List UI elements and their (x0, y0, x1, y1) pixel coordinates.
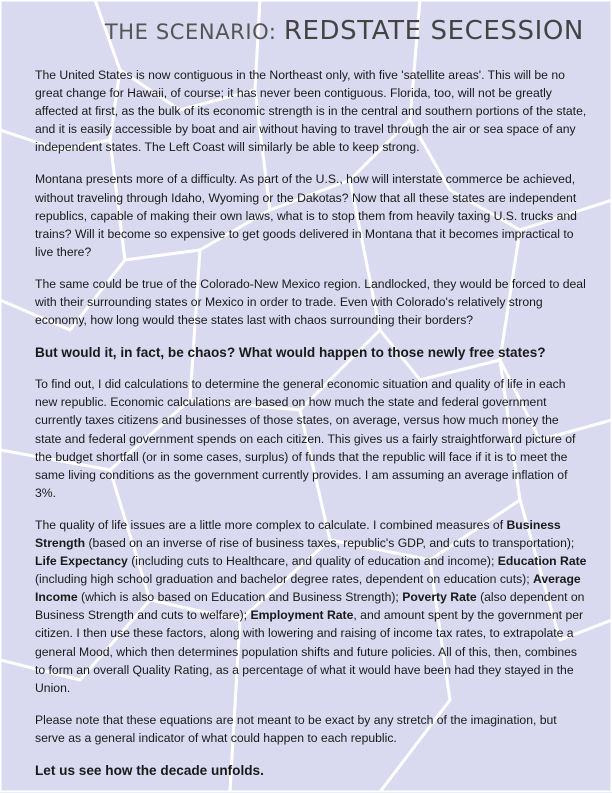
paragraph-3: The same could be true of the Colorado-New Mexico region. Landlocked, they would be forced to deal with their surrounding states or Mexico in order to trade. Even with Colorado's relatively strong economy, how long would these states last with chaos surrounding their borders? (35, 276, 586, 328)
p5-text-3: (including cuts to Healthcare, and quality of education and income); (127, 554, 498, 569)
term-business-strength: Business Strength (35, 517, 561, 550)
p5-text-5: (which is also based on Education and Business Strength); (77, 590, 403, 605)
article-body (35, 66, 587, 793)
title-prefix: THE SCENARIO: (104, 20, 284, 44)
paragraph-4: To find out, I did calculations to determine the general economic situation and quality of life in each new republic. Economic calculations are based on how much the state and federal government currently taxes citizens and businesses of those states, on average, versus how much money the state and federal government spends on each citizen. This gives us a fairly straightforward picture of the budget shortfall (or in some cases, surplus) of funds that the republic will face if it is to meet the same living conditions as the government currently provides. I am assuming an average inflation of 3%. (35, 377, 576, 500)
term-education-rate: Education Rate (497, 554, 587, 569)
p5-text-2: (based on an inverse of rise of business taxes, republic's GDP, and cuts to transportation); (85, 535, 575, 550)
p5-text-4: (including high school graduation and bachelor degree rates, dependent on education cuts); (35, 572, 534, 587)
paragraph-5 (35, 516, 587, 697)
heading-decade: Let us see how the decade unfolds. (35, 763, 264, 778)
term-life-expectancy: Life Expectancy (35, 554, 128, 569)
page-title (105, 16, 584, 46)
paragraph-6: Please note that these equations are not meant to be exact by any stretch of the imagination, but serve as a general indicator of what could happen to each republic. (35, 712, 557, 745)
p5-text-1: The quality of life issues are a little more complex to calculate. I combined measures of (35, 517, 507, 532)
paragraph-1: The United States is now contiguous in the Northeast only, with five 'satellite areas'. This will be no great change for Hawaii, of course; it has never been contiguous. Florida, too, will not be greatly affected at first, as the bulk of its economic strength is in the central and southern portions of the state, and it is easily accessible by boat and air without having to travel through the air or sea space of any independent states. The Left Coast will similarly be able to keep strong. (35, 68, 587, 155)
p5-text-7: , and amount spent by the government per citizen. I then use these factors, along with lowering and raising of income tax rates, to extrapolate a general Mood, which then determines population shifts and future policies. All of this, then, combines to form an overall Quality Rating, as a percentage of what it would have been had they stayed in the Union. (35, 608, 584, 695)
term-employment-rate: Employment Rate (250, 608, 354, 623)
title-main: REDSTATE SECESSION (283, 16, 584, 46)
term-poverty-rate: Poverty Rate (402, 590, 477, 605)
paragraph-2: Montana presents more of a difficulty. As part of the U.S., how will interstate commerce be achieved, without traveling through Idaho, Wyoming or the Dakotas? Now that all these states are independent republics, capable of making their own laws, what is to stop them from heavily taxing U.S. trucks and trains? Will it become so expensive to get goods delivered in Montana that it becomes impractical to live there? (35, 172, 577, 259)
heading-chaos-question: But would it, in fact, be chaos? What would happen to those newly free states? (35, 345, 546, 361)
term-average-income: Average Income (35, 572, 581, 605)
p5-text-6: (also dependent on Business Strength and cuts to welfare); (35, 590, 585, 623)
